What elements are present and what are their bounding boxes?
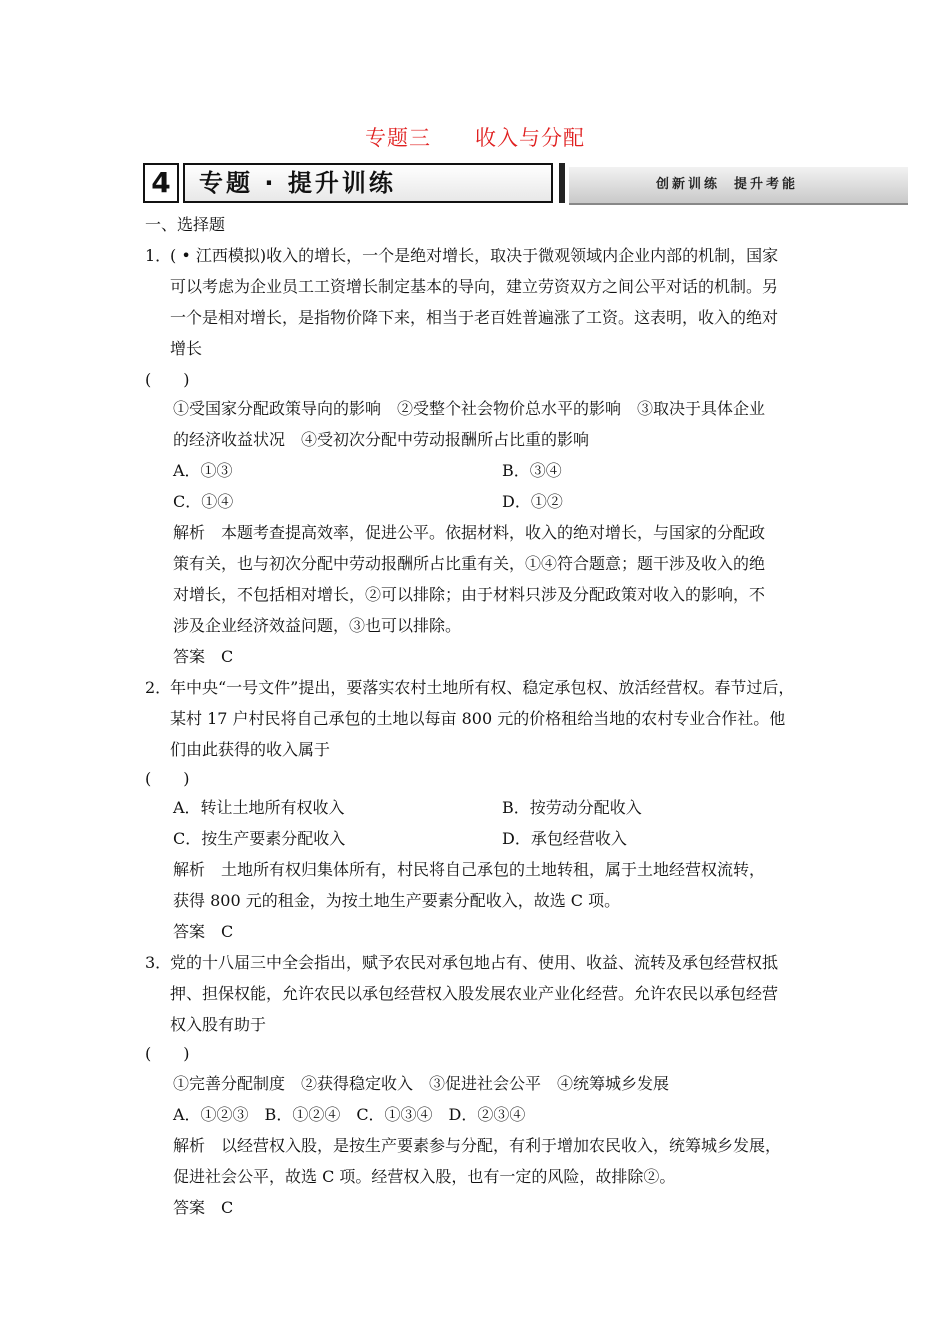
statement-line: 的经济收益状况 ④受初次分配中劳动报酬所占比重的影响 [173,430,590,449]
analysis-line: 促进社会公平，故选 C 项。经营权入股，也有一定的风险，故排除②。 [173,1167,676,1186]
question-stem-line: ( • 江西模拟)收入的增长，一个是绝对增长，取决于微观领域内企业内部的机制，国家 [170,246,779,265]
question-number: 2． [145,678,172,697]
statement-line: ①完善分配制度 ②获得稳定收入 ③促进社会公平 ④统筹城乡发展 [173,1074,670,1093]
option-c: C．①④ [173,492,234,511]
option-b: B．按劳动分配收入 [502,798,642,817]
question-stem-line: 某村 17 户村民将自己承包的土地以每亩 800 元的价格租给当地的农村专业合作社。他 [170,709,786,728]
question-number: 1． [145,246,172,265]
analysis-line: 获得 800 元的租金，为按土地生产要素分配收入，故选 C 项。 [173,891,621,910]
question-stem-line: 权入股有助于 [170,1015,267,1034]
answer-line: 答案 C [173,647,234,666]
section-banner [143,163,908,205]
analysis-line: 解析 土地所有权归集体所有，村民将自己承包的土地转租，属于土地经营权流转， [173,860,766,879]
question-stem-line: 增长 [170,339,203,358]
banner-slogan [656,167,798,203]
banner-divider [559,163,565,203]
answer-line: 答案 C [173,922,234,941]
analysis-line: 策有关，也与初次分配中劳动报酬所占比重有关，①④符合题意；题干涉及收入的绝 [173,554,766,573]
option-a: A．转让土地所有权收入 [173,798,345,817]
answer-parenthesis: ( ) [145,1044,190,1063]
banner-name: 专题 · 提升训练 [183,163,553,203]
question-stem-line: 可以考虑为企业员工工资增长制定基本的导向，建立劳资双方之间公平对话的机制。另 [170,277,779,296]
question-stem-line: 押、担保权能，允许农民以承包经营权入股发展农业产业化经营。允许农民以承包经营 [170,984,779,1003]
answer-parenthesis: ( ) [145,769,190,788]
question-stem-line: 年中央“一号文件”提出，要落实农村土地所有权、稳定承包权、放活经营权。春节过后， [170,678,795,697]
statement-line: ①受国家分配政策导向的影响 ②受整个社会物价总水平的影响 ③取决于具体企业 [173,399,766,418]
title-topic: 专题三 [365,126,431,150]
option-c: C．按生产要素分配收入 [173,829,346,848]
slogan-part-2: 提升考能 [733,177,798,192]
banner-number: 4 [143,163,179,203]
option-b: B．③④ [502,461,562,480]
slogan-part-1: 创新训练 [655,177,720,192]
question-number: 3． [145,953,172,972]
question-stem-line: 党的十八届三中全会指出，赋予农民对承包地占有、使用、收益、流转及承包经营权抵 [170,953,779,972]
answer-parenthesis: ( ) [145,370,190,389]
section-heading: 一、选择题 [145,215,226,234]
analysis-line: 对增长，不包括相对增长，②可以排除；由于材料只涉及分配政策对收入的影响，不 [173,585,766,604]
banner-strip [569,167,908,205]
option-d: D．①② [502,492,563,511]
answer-line: 答案 C [173,1198,234,1217]
option-line: A．①②③ B．①②④ C．①③④ D．②③④ [173,1105,526,1124]
question-stem-line: 一个是相对增长，是指物价降下来，相当于老百姓普遍涨了工资。这表明，收入的绝对 [170,308,779,327]
page-title [0,122,950,152]
analysis-line: 解析 以经营权入股，是按生产要素参与分配，有利于增加农民收入，统筹城乡发展， [173,1136,782,1155]
option-a: A．①③ [173,461,233,480]
question-stem-line: 们由此获得的收入属于 [170,740,331,759]
title-subject: 收入与分配 [475,126,585,150]
analysis-line: 解析 本题考查提高效率，促进公平。依据材料，收入的绝对增长，与国家的分配政 [173,523,766,542]
option-d: D．承包经营收入 [502,829,627,848]
analysis-line: 涉及企业经济效益问题，③也可以排除。 [173,616,462,635]
